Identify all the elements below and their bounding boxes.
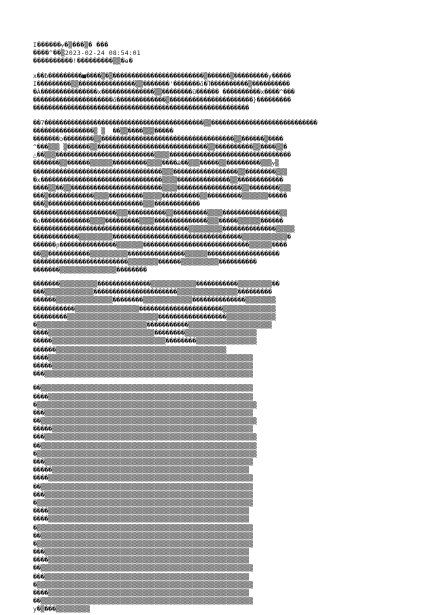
text-line: �▒▒▒▒▒▒▒▒▒▒▒▒▒▒▒▒▒▒▒▒▒▒▒▒▒▒▒▒▒▒▒▒▒▒▒▒▒▒▒▒▒▒▒▒▒▒▒▒▒▒▒▒▒▒▒▒▒ (33, 499, 253, 507)
text-line: �▒▒▒▒▒▒▒▒▒▒▒▒▒▒▒▒▒▒▒▒▒▒▒▒▒▒▒▒▒▒▒▒▒▒▒▒▒▒▒▒▒▒▒▒▒▒▒▒▒▒▒▒▒▒▒▒▒ (33, 581, 253, 589)
text-line: ������������▒▒▒▒▒▒▒▒▒����������������������������������▒▒▒▒▒▒▒▒▒▒▒▒� (33, 234, 291, 242)
text-line: ���▒������������▒▒▒▒���������▒▒▒▒▒����������▒▒���������▒▒▒▒▒▒▒����� (33, 193, 288, 201)
text-line: ���▒▒▒▒▒▒▒▒▒▒▒▒▒▒▒▒▒▒▒▒▒▒▒▒▒▒▒▒▒▒▒▒▒▒▒▒▒▒▒▒▒▒▒▒▒▒▒▒▒▒▒▒▒▒▒ (33, 371, 253, 379)
text-line: ��▒▒▒▒▒▒▒▒▒▒▒▒▒▒▒▒▒▒▒▒▒▒▒▒▒▒▒▒▒▒▒▒▒▒▒▒▒▒▒▒▒▒▒▒▒▒▒▒▒▒▒▒▒▒▒▒ (33, 532, 253, 540)
text-line: �x��������������������������������▒▒▒▒��������������▒▒������������ (33, 176, 284, 184)
text-line: ��▒▒▒▒▒▒▒▒▒▒▒▒▒▒▒▒▒▒▒▒▒▒▒▒▒▒▒▒▒▒▒▒▒▒▒▒▒▒▒▒▒▒▒▒▒▒▒▒▒▒▒▒▒▒▒▒ (33, 565, 253, 573)
text-line: �������▒▒������▒▒▒▒▒▒���������▒▒▒▒����ǽ��▒▒▒�����▒▒���������▒▒▒ɏ▒ (33, 160, 279, 168)
paragraph (33, 281, 415, 379)
text-line: I���������▒▒���������������▒▒�������'�������ő�Ⴈ����������▒���������� (33, 80, 290, 88)
text-line: ��▒▒▒▒▒▒▒▒▒▒▒▒▒▒▒▒▒▒▒▒▒▒▒▒▒▒▒▒▒▒▒▒▒▒▒▒▒▒▒▒▒▒▒▒▒▒▒▒▒▒▒▒▒▒▒▒ (33, 385, 253, 393)
document-page (33, 42, 415, 614)
text-line: ����▒▒��▒▒������������������������▒▒▒▒�����������������▒▒��������▒▒▒ (33, 185, 291, 192)
text-line: ����▒▒▒▒▒▒▒▒▒▒▒▒▒▒▒▒▒▒▒▒▒▒▒▒▒▒▒▒▒▒▒▒▒▒▒▒▒▒▒▒▒▒▒▒▒▒▒▒▒▒▒▒▒ (33, 557, 250, 565)
text-line: �������ɔ��������▒▒�����������������������������������▒▒������▒���� (33, 135, 284, 143)
text-line: ����▒▒▒▒▒▒▒▒▒▒▒▒▒▒▒▒▒▒▒▒▒▒▒▒▒▒▒▒▒▒▒▒▒▒▒▒▒▒▒▒▒▒▒▒▒▒▒▒▒▒▒▒▒ (33, 508, 250, 516)
document-header (33, 42, 415, 67)
paragraph (33, 385, 415, 614)
text-line: ��▒▒▒▒▒▒▒▒▒▒▒▒▒▒▒▒▒▒▒▒▒▒▒▒▒▒▒▒▒▒▒▒▒▒▒▒▒▒▒▒▒▒▒▒▒▒▒▒▒▒▒▒▒▒▒▒▒ (33, 442, 257, 450)
text-line: �������▒▒▒▒▒▒▒▒▒▒▒▒▒▒▒�������� (33, 266, 147, 274)
text-line: ���������������������ő�������������▒����������������������}��������� (33, 97, 291, 105)
text-line: ���▒�������������������������▒▒▒������������ (33, 201, 200, 209)
text-line: �����▒▒▒▒▒▒▒▒▒▒▒▒▒▒▒▒▒▒▒▒▒▒▒▒▒▒▒▒▒▒▒▒▒▒▒▒▒▒▒▒▒▒▒▒▒▒▒▒▒▒▒▒▒ (33, 426, 253, 434)
text-line: �����������������������������������������▒▒▒▒▒▒▒▒▒��������������▒▒▒▒▒ (33, 225, 295, 233)
paragraph (33, 120, 415, 276)
text-line: ����������������▒ ▒ ��▒▒����▒▒▒����� (33, 127, 174, 135)
text-line: y�▒���▒▒▒▒▒▒▒▒▒ (33, 606, 90, 614)
text-line: �À���������������x��������������▒▒��������ű������ ����������x����^��� (33, 88, 295, 96)
text-line: �����▒▒▒▒▒▒▒▒▒▒▒▒▒▒▒▒▒▒▒▒▒▒▒▒▒▒▒▒▒▒▒▒▒▒▒▒▒▒▒▒▒▒▒▒▒▒▒▒▒▒▒▒▒ (33, 362, 253, 370)
text-line: �����������▒▒▒▒▒▒▒▒▒▒▒▒▒▒▒▒▒����������������������▒▒▒▒▒▒▒▒▒▒▒▒▒▒ (33, 305, 276, 313)
text-line: ���▒▒▒▒▒▒▒▒▒▒▒▒▒▒▒▒▒▒▒▒▒▒▒▒▒▒▒▒▒▒▒▒▒▒▒▒▒▒▒▒▒▒▒▒▒▒▒▒▒▒▒▒▒▒▒▒ (33, 434, 257, 442)
text-line: ���▒▒▒▒▒▒▒▒▒▒▒▒▒▒▒▒▒▒▒▒▒▒▒▒▒▒▒▒▒▒▒▒▒▒▒▒▒▒▒▒▒▒▒▒▒▒▒▒▒▒▒▒▒▒▒ (33, 491, 253, 499)
text-line: �▒▒▒▒▒▒▒▒▒▒▒▒▒▒▒▒▒▒▒▒▒▒▒▒▒▒▒▒▒�����������▒▒▒▒▒▒▒▒▒▒▒▒▒▒▒▒▒▒▒▒▒▒ (33, 322, 272, 329)
text-line: ��▒▒�����������▒▒▒▒▒▒▒▒▒▒���������������▒▒▒▒▒▒������������������� (33, 250, 280, 258)
header-line: ����������!���������▒▒�ɵ� (33, 58, 133, 66)
text-line: �▒▒▒▒▒▒▒▒▒▒▒▒▒▒▒▒▒▒▒▒▒▒▒▒▒▒▒▒▒▒▒▒▒▒▒▒▒▒▒▒▒▒▒▒▒▒▒▒▒▒▒▒▒▒▒▒▒ (33, 540, 253, 548)
text-line: �▒▒▒▒▒▒▒▒▒▒▒▒▒▒▒▒▒▒▒▒▒▒▒▒▒▒▒▒▒▒▒▒▒▒▒▒▒▒▒▒▒▒▒▒▒▒▒▒▒▒▒▒▒▒▒▒▒▒ (33, 450, 257, 458)
text-line: �o�������������▒▒▒▒���������▒▒▒▒��������������▒▒▒�����▒▒▒▒▒▒������ (33, 217, 284, 225)
text-line: ��▒▒▒▒▒▒▒▒▒▒▒▒▒▒▒▒▒▒▒▒▒▒▒▒▒▒▒▒▒▒▒▒▒▒▒▒▒▒▒▒▒▒▒▒▒▒▒▒▒▒▒▒▒▒▒▒ (33, 598, 253, 606)
text-line: ����▒▒▒▒▒▒▒▒▒▒▒▒▒▒▒▒▒▒▒▒▒▒▒▒▒▒▒▒▒▒▒▒▒▒▒▒▒▒▒▒▒▒▒▒▒▒▒▒▒▒▒▒▒▒ (33, 475, 253, 483)
text-line: ��������������������������������������������������������� (33, 105, 250, 113)
text-line: ���������▒▒▒▒▒▒▒▒▒▒▒▒▒▒▒▒▒▒▒▒▒▒▒▒������������������▒▒▒▒▒▒▒▒▒▒▒▒▒ (33, 313, 276, 321)
text-line: ����▒▒▒▒▒▒▒▒▒▒▒▒▒▒▒▒▒▒▒▒▒▒▒▒▒▒▒▒▒▒▒▒▒▒▒▒▒▒▒▒▒▒▒▒▒▒▒▒▒▒▒▒▒ (33, 516, 250, 524)
text-line: �▒▒▒▒▒▒▒▒▒▒▒▒▒▒▒▒▒▒▒▒▒▒▒▒▒▒▒▒▒▒▒▒▒▒▒▒▒▒▒▒▒▒▒▒▒▒▒▒▒▒▒▒▒▒▒▒▒ (33, 524, 253, 532)
text-line: △��▒▒▒��������������������������▒▒▒▒�������������������������������� (33, 152, 291, 160)
text-line: ������▒▒▒▒▒▒▒▒▒▒▒▒▒▒▒��������▒▒▒▒▒▒▒▒▒▒▒▒▒��������������▒▒▒▒▒▒▒▒ (33, 297, 276, 305)
text-line: ��▒▒▒▒▒▒▒▒▒▒▒▒▒▒▒▒▒▒▒▒▒▒▒▒▒▒▒▒▒▒▒▒▒▒▒▒▒▒▒▒▒▒▒▒▒▒▒▒▒▒▒▒▒▒▒▒▒ (33, 418, 257, 426)
text-line: ��7������������������������������������������▒▒���������������������������� (33, 119, 318, 127)
text-line: ����������������������▒▒▒����������▒▒���������▒▒▒▒���������������▒▒ (33, 209, 288, 217)
text-line: ���▒▒▒▒▒▒▒▒▒▒▒▒▒▒▒▒▒▒▒▒▒▒▒▒▒▒▒▒▒▒▒▒▒▒▒▒▒▒▒▒▒▒▒▒▒▒▒▒▒▒▒▒▒▒▒ (33, 459, 253, 466)
text-line: ����▒▒▒▒▒▒▒▒▒▒▒▒▒▒▒▒▒▒▒▒▒▒▒▒▒▒▒▒▒▒▒▒▒▒▒▒▒▒▒▒▒▒▒▒▒▒▒▒▒▒▒▒▒▒ (33, 354, 253, 362)
text-line: ���▒▒▒▒▒▒▒▒▒▒▒▒▒▒▒▒▒▒▒▒▒▒▒▒▒▒▒▒▒▒▒▒▒▒▒▒▒▒▒▒▒▒▒▒▒▒▒▒▒▒▒▒▒▒ (33, 573, 250, 581)
text-line: �▒▒▒▒▒▒▒▒▒▒▒▒▒▒▒▒▒▒▒▒▒▒▒▒▒▒▒▒▒▒▒▒▒▒▒▒▒▒▒▒▒▒▒▒▒▒▒▒▒▒▒▒▒▒▒▒▒▒ (33, 401, 257, 409)
text-line: ���▒▒▒▒▒▒▒▒▒▒▒▒▒▒▒▒▒▒▒▒▒▒▒▒▒▒▒▒▒▒▒▒▒▒▒▒▒▒▒▒▒▒▒▒▒▒▒▒▒▒▒▒▒▒▒ (33, 409, 253, 417)
header-timestamp-line: ����^��▒2023-02-24 08:54:01 (33, 50, 141, 58)
text-line: ����▒▒▒▒▒▒▒▒▒▒▒▒▒▒▒▒▒▒▒▒▒▒▒▒▒▒▒▒▒▒▒▒▒▒▒▒▒▒▒▒▒▒▒▒▒▒▒▒▒▒▒▒▒ (33, 590, 250, 597)
text-line: x��ɓ���������■����▒�▒������������������������▒������▒���������y����� (33, 72, 291, 80)
paragraph (33, 73, 415, 114)
document-body (33, 73, 415, 615)
text-line: ������▒▒▒▒▒▒▒▒▒▒▒▒▒▒▒▒▒▒▒▒▒▒▒▒▒▒▒▒▒▒▒▒▒▒▒▒▒▒▒▒▒▒▒▒▒ (33, 346, 227, 354)
text-line: �����▒▒▒▒▒▒▒▒▒▒▒▒▒▒▒▒▒▒▒▒▒▒▒▒▒▒▒▒▒▒��������▒▒▒▒▒▒▒▒▒▒▒▒▒▒▒▒ (33, 338, 257, 346)
text-line: ����▒▒▒▒▒▒▒▒▒▒▒▒▒▒▒▒▒▒▒▒▒▒▒▒▒▒▒▒▒▒▒▒▒▒▒▒▒▒▒▒▒▒▒▒▒▒▒▒▒▒▒▒▒▒ (33, 393, 253, 401)
text-line: ������ɲ���������������▒▒▒▒▒▒▒����������������������������▒▒▒▒▒▒���� (33, 242, 288, 250)
header-line: I������ɏ�▒���▒� ��� (33, 42, 109, 49)
text-line: �����▒▒▒▒▒▒▒▒▒▒▒▒▒▒▒▒▒▒▒▒▒▒▒▒▒▒▒▒▒▒▒▒▒▒▒▒▒▒▒▒▒▒▒▒▒▒▒▒▒▒▒▒ (33, 467, 250, 475)
text-line: �������▒▒▒▒▒▒▒▒▒▒��������������▒▒▒▒▒▒▒▒▒▒▒▒�����������▒▒▒▒▒▒▒▒▒�� (33, 281, 280, 289)
text-line: ���▒▒▒▒▒▒▒▒▒▒▒▒▒▒▒▒▒▒▒▒▒▒▒▒▒▒▒▒▒▒▒▒▒▒▒▒▒▒▒▒▒▒▒▒▒▒▒▒▒▒▒▒▒▒ (33, 549, 250, 557)
text-line: ^���▒▒▒ ▒������▒▒�����������������������������▒▒����������▒▒����▒▒� (33, 144, 288, 152)
text-line: ����▒▒▒▒▒▒▒▒▒▒▒▒▒▒▒▒▒▒▒▒▒▒▒▒▒▒▒▒��������▒▒▒▒▒▒▒▒▒▒▒▒▒▒▒▒▒▒▒ (33, 330, 257, 338)
text-line: �������������������������▒▒▒▒▒▒▒▒������▒▒▒▒▒▒▒▒▒▒���������� (33, 258, 257, 266)
text-line: ��▒▒▒▒▒▒▒▒▒▒▒▒▒▒▒▒▒▒▒▒▒▒▒▒▒▒▒▒▒▒▒▒▒▒▒▒▒▒▒▒▒▒▒▒▒▒▒▒▒▒▒▒▒▒▒▒ (33, 483, 253, 491)
text-line: ����������������������������������▒▒▒�����������������▒▒��������▒▒▒ (33, 168, 288, 176)
text-line: ���▒▒▒▒▒▒▒▒▒▒▒▒▒����������������������▒▒▒▒▒▒▒▒▒▒▒▒▒▒▒▒��������� (33, 289, 272, 297)
